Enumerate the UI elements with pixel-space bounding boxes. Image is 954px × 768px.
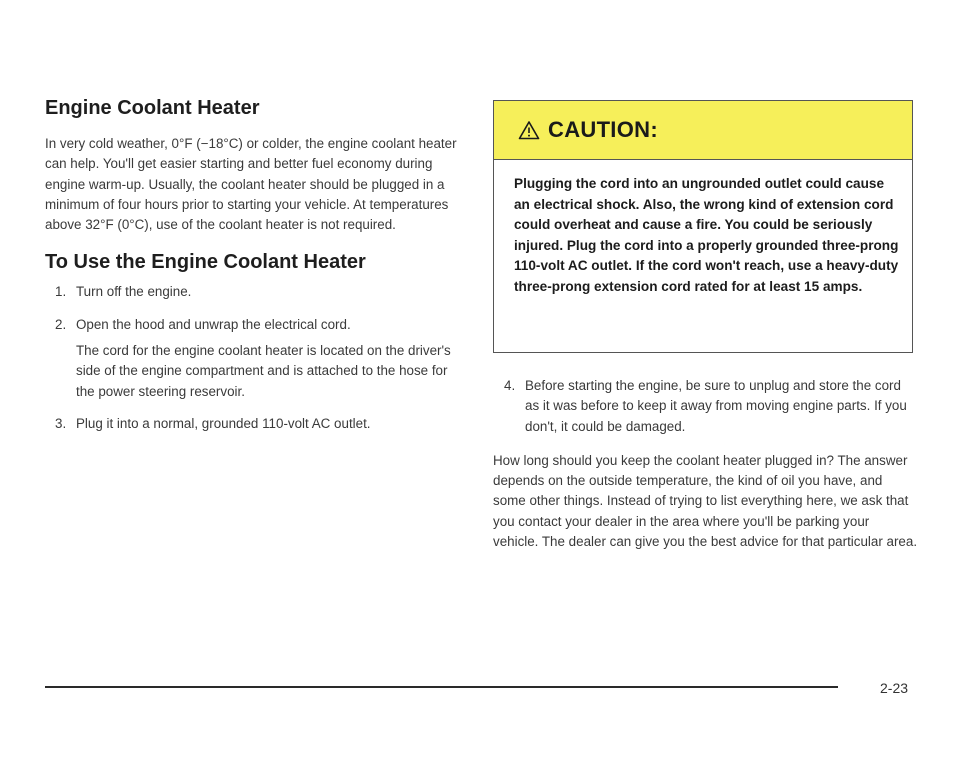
right-column (493, 376, 918, 552)
caution-header (494, 101, 912, 160)
step-number: 4. (504, 378, 516, 393)
page-number: 2-23 (880, 680, 909, 696)
list-item (45, 414, 460, 434)
intro-paragraph: In very cold weather, 0°F (−18°C) or colder, the engine coolant heater can help. You'll get easier starting and better fuel economy during engine warm-up. Usually, the coolant heater should be plugged in a minimum of four hours prior to starting your vehicle. At temperatures above 32°F (0°C), use of the coolant heater is not required. (45, 136, 457, 233)
section-title-to-use: To Use the Engine Coolant Heater (45, 251, 366, 274)
list-item (493, 376, 918, 437)
caution-text: Plugging the cord into an ungrounded outlet could cause an electrical shock. Also, the wrong kind of extension cord could overheat and cause a fire. You could be seriously injured. Plug the cord into a properly grounded three-prong 110-volt AC outlet. If the cord won't reach, use a heavy-duty three-prong extension cord rated for at least 15 amps. (514, 176, 899, 294)
step-text: Open the hood and unwrap the electrical cord. (76, 316, 351, 332)
warning-triangle-icon (518, 120, 540, 140)
footer-divider (45, 686, 838, 688)
step-text: Before starting the engine, be sure to unplug and store the cord as it was before to keep it away from moving engine parts. If you don't, it could be damaged. (525, 378, 907, 434)
caution-box (493, 100, 913, 353)
step-number: 3. (55, 415, 67, 431)
step-subtext: The cord for the engine coolant heater is located on the driver's side of the engine compartment and is attached to the hose for the power steering reservoir. (76, 343, 451, 399)
list-item (45, 315, 460, 402)
step-number: 1. (55, 284, 67, 300)
step-number: 2. (55, 316, 67, 332)
section-title-engine-coolant-heater: Engine Coolant Heater (45, 97, 260, 119)
step-text: Plug it into a normal, grounded 110-volt AC outlet. (76, 415, 371, 431)
plug-duration-paragraph: How long should you keep the coolant heater plugged in? The answer depends on the outside temperature, the kind of oil you have, and some other things. Instead of trying to list everything here, we ask that you contact your dealer in the area where you'll be parking your vehicle. The dealer can give you the best advice for that particular area. (493, 452, 918, 550)
list-item (45, 282, 460, 302)
steps-list (45, 282, 460, 434)
step-text: Turn off the engine. (76, 284, 192, 300)
left-column (45, 96, 460, 434)
caution-title: CAUTION: (548, 117, 658, 142)
